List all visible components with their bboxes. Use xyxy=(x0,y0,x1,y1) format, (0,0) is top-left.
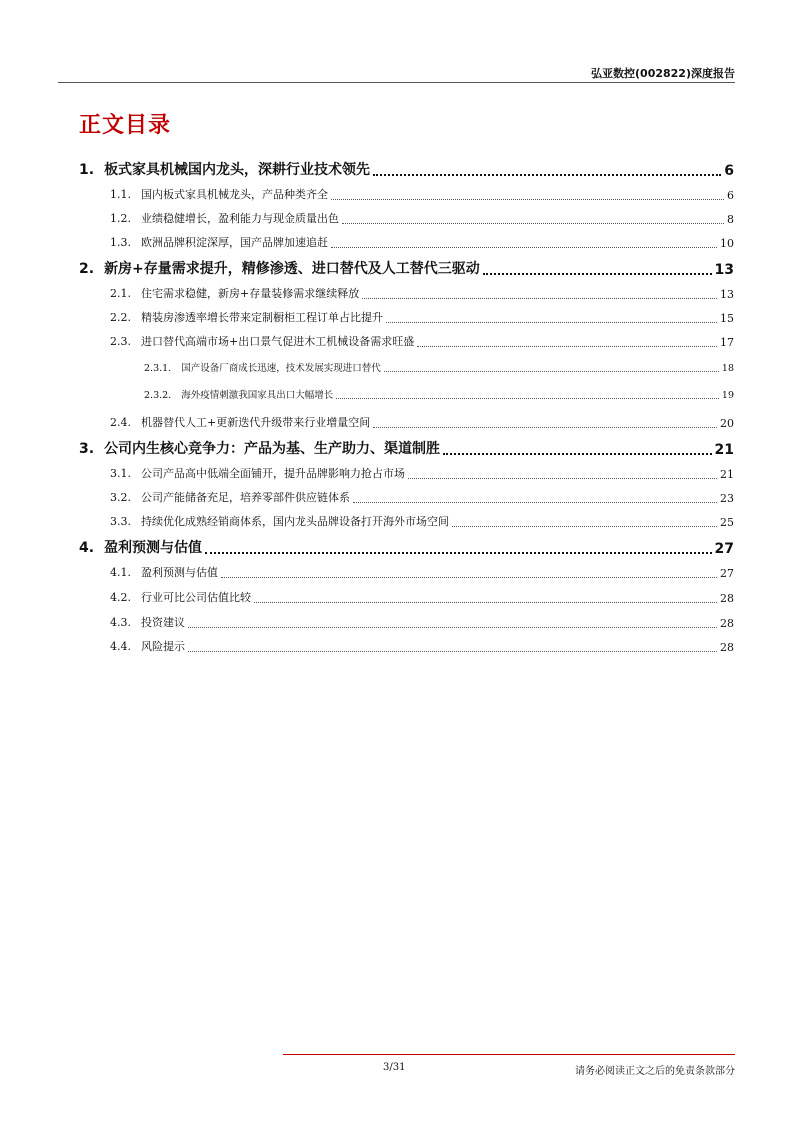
toc-entry-number: 2.3.2. xyxy=(144,390,172,401)
toc-entry-page: 21 xyxy=(720,468,734,481)
toc-entry-number: 4.2. xyxy=(110,591,131,604)
toc-leader-dots xyxy=(483,273,712,275)
toc-entry[interactable] xyxy=(144,360,734,374)
toc-leader-dots xyxy=(331,247,717,248)
toc-entry-page: 28 xyxy=(720,592,734,605)
toc-leader-dots xyxy=(221,577,717,578)
toc-entry-number: 3. xyxy=(79,441,95,457)
toc-entry[interactable] xyxy=(110,638,734,654)
toc-entry[interactable] xyxy=(110,489,734,505)
toc-leader-dots xyxy=(384,371,719,372)
toc-entry-title: 进口替代高端市场+出口景气促进木工机械设备需求旺盛 xyxy=(141,335,415,348)
toc-leader-dots xyxy=(373,427,717,428)
toc-leader-dots xyxy=(417,346,717,347)
toc-entry-number: 1. xyxy=(79,162,95,178)
toc-entry[interactable] xyxy=(110,333,734,349)
toc-entry-number: 1.3. xyxy=(110,236,131,249)
toc-entry-number: 4.4. xyxy=(110,640,131,653)
toc-entry[interactable] xyxy=(110,186,734,202)
toc-entry-title: 住宅需求稳健，新房+存量装修需求继续释放 xyxy=(141,287,360,300)
toc-entry-number: 4.3. xyxy=(110,616,131,629)
footer-divider xyxy=(283,1054,735,1055)
toc-entry-number: 2.3.1. xyxy=(144,363,172,374)
toc-entry-title: 海外疫情刺激我国家具出口大幅增长 xyxy=(181,390,334,401)
toc-entry-title: 盈利预测与估值 xyxy=(104,540,203,556)
toc-entry-title: 公司产能储备充足，培养零部件供应链体系 xyxy=(141,491,350,504)
toc-entry[interactable] xyxy=(110,465,734,481)
toc-entry-number: 2.1. xyxy=(110,287,131,300)
toc-entry-title: 欧洲品牌积淀深厚，国产品牌加速追赶 xyxy=(141,236,328,249)
toc-entry-title: 业绩稳健增长，盈利能力与现金质量出色 xyxy=(141,212,339,225)
toc-entry-number: 1.2. xyxy=(110,212,131,225)
toc-entry[interactable] xyxy=(110,513,734,529)
toc-leader-dots xyxy=(254,602,717,603)
toc-entry-page: 23 xyxy=(720,492,734,505)
toc-entry-page: 15 xyxy=(720,312,734,325)
toc-entry-number: 1.1. xyxy=(110,188,131,201)
toc-entry-title: 板式家具机械国内龙头，深耕行业技术领先 xyxy=(104,162,371,178)
toc-entry-title: 机器替代人工+更新迭代升级带来行业增量空间 xyxy=(141,416,371,429)
toc-leader-dots xyxy=(336,398,719,399)
toc-entry-title: 行业可比公司估值比较 xyxy=(141,591,251,604)
toc-entry-number: 2.4. xyxy=(110,416,131,429)
toc-leader-dots xyxy=(205,552,711,554)
toc-entry-page: 27 xyxy=(714,541,734,557)
toc-entry-page: 18 xyxy=(721,363,734,374)
toc-entry[interactable] xyxy=(110,285,734,301)
toc-entry-title: 投资建议 xyxy=(141,616,185,629)
toc-entry-number: 2.2. xyxy=(110,311,131,324)
toc-entry[interactable] xyxy=(79,159,734,179)
toc-entry-page: 20 xyxy=(720,417,734,430)
toc-entry-page: 6 xyxy=(727,189,734,202)
toc-entry-page: 25 xyxy=(720,516,734,529)
toc-entry-page: 19 xyxy=(721,390,734,401)
toc-entry[interactable] xyxy=(79,258,734,278)
toc-entry-title: 国内板式家具机械龙头，产品种类齐全 xyxy=(141,188,328,201)
toc-entry-number: 4.1. xyxy=(110,566,131,579)
toc-entry-number: 2.3. xyxy=(110,335,131,348)
toc-entry[interactable] xyxy=(110,414,734,430)
report-header-title: 弘亚数控(002822)深度报告 xyxy=(591,67,735,80)
page-title: 正文目录 xyxy=(79,113,172,138)
toc-leader-dots xyxy=(362,298,717,299)
toc-entry-page: 10 xyxy=(720,237,734,250)
toc-entry[interactable] xyxy=(79,537,734,557)
toc-entry-title: 精装房渗透率增长带来定制橱柜工程订单占比提升 xyxy=(141,311,383,324)
toc-entry[interactable] xyxy=(110,564,734,580)
toc-leader-dots xyxy=(353,502,717,503)
toc-entry-page: 21 xyxy=(714,442,734,458)
toc-entry-page: 17 xyxy=(720,336,734,349)
toc-entry-number: 2. xyxy=(79,261,95,277)
toc-entry[interactable] xyxy=(144,387,734,401)
toc-leader-dots xyxy=(188,651,717,652)
toc-entry-page: 13 xyxy=(720,288,734,301)
header-divider xyxy=(58,82,735,83)
toc-entry-page: 8 xyxy=(727,213,734,226)
toc-entry-number: 3.1. xyxy=(110,467,131,480)
toc-entry[interactable] xyxy=(110,309,734,325)
toc-entry-title: 公司内生核心竞争力：产品为基、生产助力、渠道制胜 xyxy=(104,441,441,457)
toc-entry[interactable] xyxy=(79,438,734,458)
footer-disclaimer: 请务必阅读正文之后的免责条款部分 xyxy=(575,1066,735,1077)
toc-entry-page: 13 xyxy=(714,262,734,278)
toc-entry[interactable] xyxy=(110,234,734,250)
toc-entry-title: 盈利预测与估值 xyxy=(141,566,218,579)
toc-entry-title: 持续优化成熟经销商体系，国内龙头品牌设备打开海外市场空间 xyxy=(141,515,449,528)
toc-entry-title: 公司产品高中低端全面铺开，提升品牌影响力抢占市场 xyxy=(141,467,405,480)
toc-entry-number: 4. xyxy=(79,540,95,556)
toc-entry-title: 新房+存量需求提升，精修渗透、进口替代及人工替代三驱动 xyxy=(104,261,480,277)
page-number: 3/31 xyxy=(383,1062,406,1073)
toc-entry-page: 28 xyxy=(720,641,734,654)
toc-leader-dots xyxy=(452,526,717,527)
toc-leader-dots xyxy=(408,478,717,479)
toc-entry-page: 28 xyxy=(720,617,734,630)
toc-entry[interactable] xyxy=(110,210,734,226)
toc-leader-dots xyxy=(331,199,724,200)
toc-entry-number: 3.3. xyxy=(110,515,131,528)
toc-leader-dots xyxy=(443,453,711,455)
toc-leader-dots xyxy=(386,322,717,323)
toc-entry-title: 风险提示 xyxy=(141,640,185,653)
toc-leader-dots xyxy=(342,223,724,224)
toc-entry[interactable] xyxy=(110,614,734,630)
toc-entry-title: 国产设备厂商成长迅速，技术发展实现进口替代 xyxy=(181,363,381,374)
toc-entry-page: 27 xyxy=(720,567,734,580)
toc-leader-dots xyxy=(373,174,721,176)
toc-entry[interactable] xyxy=(110,589,734,605)
toc-entry-page: 6 xyxy=(724,163,734,179)
toc-entry-number: 3.2. xyxy=(110,491,131,504)
toc-leader-dots xyxy=(188,627,717,628)
